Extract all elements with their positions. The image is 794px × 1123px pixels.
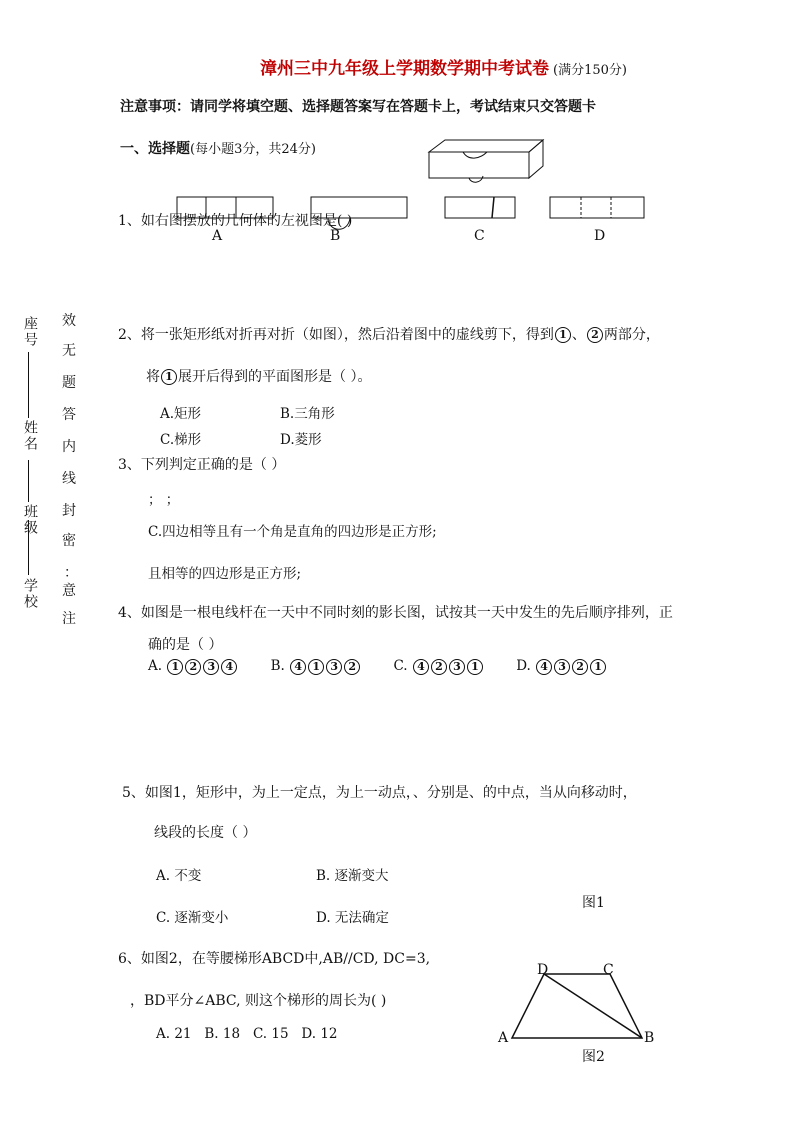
q3-line-d: 且相等的四边形是正方形; <box>148 566 302 582</box>
q1-label-d: D <box>594 228 606 244</box>
q4-option-b <box>271 658 362 674</box>
q4-options <box>148 658 607 675</box>
q3-line-c: C.四边相等且有一个角是直角的四边形是正方形; <box>148 524 437 540</box>
section-heading <box>120 138 316 158</box>
field-class: 班级 <box>22 504 38 536</box>
warn-char: 密 <box>62 533 76 549</box>
circle-num: 2 <box>185 659 201 675</box>
q1-text: 1、如右图摆放的几何体的左视图是( ) <box>118 213 353 229</box>
q1-solid-figure <box>425 138 545 188</box>
q2-option-a: A.矩形 <box>160 406 202 422</box>
circle-num: 3 <box>449 659 465 675</box>
field-name: 姓名 <box>22 420 38 452</box>
circle-num: 1 <box>467 659 483 675</box>
circle-num: 3 <box>326 659 342 675</box>
point-label-b: B <box>644 1030 655 1046</box>
circle-num: 2 <box>572 659 588 675</box>
q1-label-b: B <box>330 228 341 244</box>
circle-num: 1 <box>308 659 324 675</box>
q2-option-b: B.三角形 <box>280 406 335 422</box>
q1-view-d <box>549 196 647 220</box>
opt-letter: B. <box>270 658 285 674</box>
q6-line2: ，BD平分∠ABC, 则这个梯形的周长为( ) <box>130 993 387 1009</box>
circle-1: 1 <box>161 369 177 385</box>
warn-char: 效 <box>62 313 76 329</box>
figure-2-trapezoid <box>500 962 660 1072</box>
field-school: 学校 <box>22 578 38 610</box>
circle-num: 1 <box>167 659 183 675</box>
figure-1-caption: 图1 <box>582 895 605 911</box>
q4-option-a <box>148 658 238 674</box>
title-text: 漳州三中九年级上学期数学期中考试卷 <box>260 59 549 79</box>
q4-line2: 确的是（ ） <box>148 637 223 653</box>
class-blank <box>28 460 30 502</box>
q2-line2 <box>146 366 371 386</box>
field-seat: 座号 <box>22 316 38 348</box>
warn-char: 意 <box>62 583 76 599</box>
warn-char: 题 <box>62 375 76 391</box>
q4-option-c <box>393 658 483 674</box>
warn-char: 线 <box>62 471 76 487</box>
q2-text-b: 两部分， <box>603 327 660 343</box>
q1-label-c: C <box>474 228 485 244</box>
q5-line1: 5、如图1，矩形中，为上一定点，为上一动点，、分别是、的中点，当从向移动时， <box>122 785 637 801</box>
circle-num: 2 <box>431 659 447 675</box>
exam-title <box>260 54 627 79</box>
score-note: (满分150分) <box>553 63 627 78</box>
q3-text: 3、下列判定正确的是（ ） <box>118 457 286 473</box>
figure-2-caption: 图2 <box>582 1049 605 1065</box>
section-title: 一、选择题 <box>120 141 190 157</box>
opt-letter: C. <box>393 658 408 674</box>
warn-char: 内 <box>62 439 76 455</box>
point-label-d: D <box>537 962 549 978</box>
q5-option-b: B. 逐渐变大 <box>316 868 389 884</box>
q2-option-d: D.菱形 <box>280 432 322 448</box>
q5-option-a: A. 不变 <box>156 868 202 884</box>
point-label-c: C <box>603 962 614 978</box>
q6-options: A. 21 B. 18 C. 15 D. 12 <box>156 1026 338 1042</box>
circle-num: 3 <box>554 659 570 675</box>
circle-2: 2 <box>587 327 603 343</box>
section-note: (每小题3分，共24分) <box>190 142 316 157</box>
q2-text-a: 2、将一张矩形纸对折再对折（如图），然后沿着图中的虚线剪下，得到 <box>118 327 554 343</box>
q3-line-a: ； ； <box>148 492 180 508</box>
circle-num: 4 <box>536 659 552 675</box>
warn-char: ： <box>64 565 78 581</box>
warn-char: 无 <box>62 343 76 359</box>
q1-label-a: A <box>212 228 223 244</box>
q2-sep: 、 <box>571 327 586 343</box>
circle-num: 4 <box>290 659 306 675</box>
q4-option-d <box>516 658 607 674</box>
opt-letter: A. <box>148 658 163 674</box>
q5-option-c: C. 逐渐变小 <box>156 910 229 926</box>
q2-text-c: 将 <box>146 369 160 385</box>
circle-num: 1 <box>590 659 606 675</box>
circle-1: 1 <box>555 327 571 343</box>
q2-option-c: C.梯形 <box>160 432 202 448</box>
warn-char: 封 <box>62 503 76 519</box>
q5-line2: 线段的长度（ ） <box>154 825 257 841</box>
circle-num: 2 <box>344 659 360 675</box>
q2-line1 <box>118 324 660 344</box>
q6-line1: 6、如图2，在等腰梯形ABCD中,AB//CD, DC=3, <box>118 951 431 967</box>
warn-char: 注 <box>62 611 76 627</box>
circle-num: 4 <box>221 659 237 675</box>
notice-text: 注意事项：请同学将填空题、选择题答案写在答题卡上，考试结束只交答题卡 <box>120 99 596 115</box>
q2-text-d: 展开后得到的平面图形是（ ）。 <box>178 369 372 385</box>
point-label-a: A <box>498 1030 509 1046</box>
q4-line1: 4、如图是一根电线杆在一天中不同时刻的影长图，试按其一天中发生的先后顺序排列，正 <box>118 605 673 621</box>
warn-char: 答 <box>62 407 76 423</box>
circle-num: 3 <box>203 659 219 675</box>
q1-view-c <box>444 196 518 220</box>
opt-letter: D. <box>516 658 531 674</box>
name-blank <box>28 352 30 418</box>
q5-option-d: D. 无法确定 <box>316 910 389 926</box>
circle-num: 4 <box>413 659 429 675</box>
